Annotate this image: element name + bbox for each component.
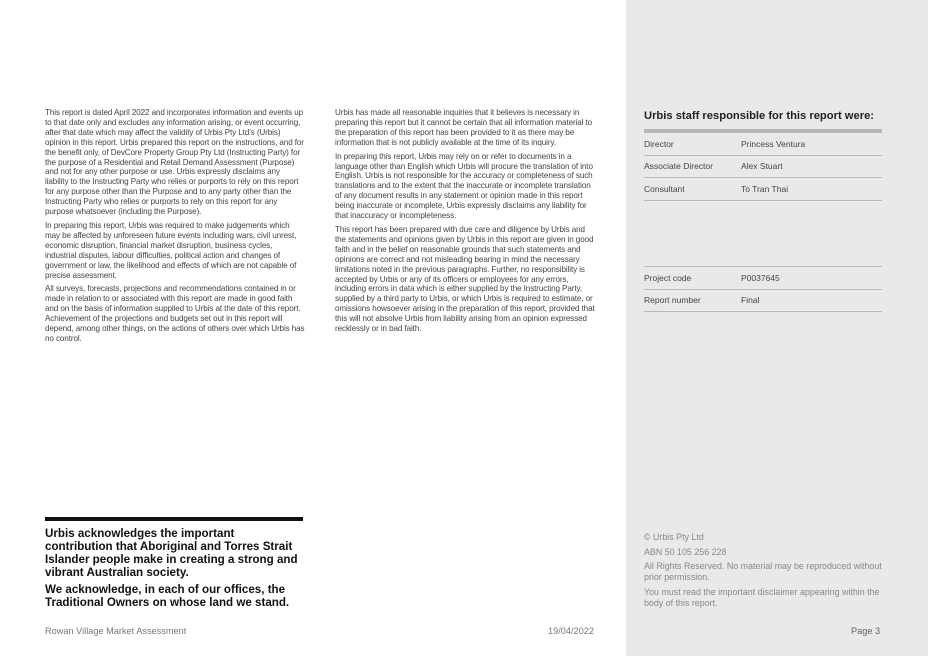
acknowledgement-rule <box>45 517 303 521</box>
disclaimer-paragraph: Urbis has made all reasonable inquiries that it believes is necessary in preparing this report but it cannot be certain that all information material to the preparation of this report has been provided to it as there may be information that is not publicly available at the time of its inquiry. <box>335 108 593 147</box>
footer-page-number: Page 3 <box>851 626 881 636</box>
staff-heading: Urbis staff responsible for this report were: <box>644 110 875 122</box>
footer-report-title: Rowan Village Market Assessment <box>45 626 187 636</box>
acknowledgement-line: We acknowledge, in each of our offices, the Traditional Owners on whose land we stand. <box>45 583 290 609</box>
staff-row <box>644 178 882 201</box>
project-value: P0037645 <box>741 272 780 283</box>
project-row <box>644 290 882 313</box>
staff-name: Alex Stuart <box>741 161 783 172</box>
project-label: Project code <box>644 272 692 283</box>
disclaimer-paragraph: In preparing this report, Urbis was required to make judgements which may be affected by unforeseen future events including wars, civil unrest, economic disruption, financial market disruption, business cycles, industrial disputes, labour difficulties, political action and changes of government or law, the likelihood and effects of which are not capable of precise assessment. <box>45 220 297 280</box>
legal-notice <box>644 532 884 612</box>
staff-role: Director <box>644 138 674 149</box>
staff-name: To Tran Thai <box>741 183 789 194</box>
acknowledgement-text <box>45 527 303 609</box>
project-label: Report number <box>644 295 701 306</box>
staff-role: Consultant <box>644 183 685 194</box>
disclaimer-paragraph: In preparing this report, Urbis may rely on or refer to documents in a language other than English which Urbis will procure the translation of into English. Urbis is not responsible for the accuracy or completeness of such translations and to the extent that the inaccurate or incomplete translation of any document results in any statement or opinion made in this report being inaccurate or incomplete, Urbis expressly disclaims any liability for that inaccuracy or incompleteness. <box>335 151 593 221</box>
staff-role: Associate Director <box>644 161 713 172</box>
staff-row <box>644 156 882 179</box>
footer-date: 19/04/2022 <box>548 626 594 636</box>
project-table <box>644 266 882 312</box>
disclaimer-paragraph: All surveys, forecasts, projections and recommendations contained in or made in relation to or associated with this report are made in good faith and on the basis of information supplied to Urbis at the date of this report. Achievement of the projections and budgets set out in this report will depend, among other things, on the actions of others over which Urbis has no control. <box>45 284 305 343</box>
disclaimer-paragraph: This report has been prepared with due care and diligence by Urbis and the statements and opinions given by Urbis in this report are given in good faith and in the belief on reasonable grounds that such statements and opinions are correct and not misleading bearing in mind the necessary limitations noted in the previous paragraphs. Further, no responsibility is accepted by Urbis or any of its officers or employees for any errors, including errors in data which is either supplied by the Instructing Party, supplied by a third party to Urbis, or which Urbis is required to estimate, or omissions howsoever arising in the preparation of this report, provided that this will not absolve Urbis from liability arising from an opinion expressed recklessly or in bad faith. <box>335 224 595 334</box>
disclaimer-notice-text: You must read the important disclaimer appearing within the body of this report. <box>644 586 880 608</box>
disclaimer-column-middle <box>335 108 595 338</box>
acknowledgement-line: Urbis acknowledges the important contribution that Aboriginal and Torres Strait Islander people make in creating a strong and vibrant Australian society. <box>45 527 298 579</box>
project-value: Final <box>741 295 760 306</box>
copyright-text: © Urbis Pty Ltd <box>644 532 704 542</box>
disclaimer-paragraph: This report is dated April 2022 and incorporates information and events up to that date only and excludes any information arising, or event occurring, after that date which may affect the validity of Urbis Pty Ltd’s (Urbis) opinion in this report. Urbis prepared this report on the instructions, and for the benefit only, of DevCore Property Group Pty Ltd (Instructing Party) for the purpose of a Residential and Retail Demand Assessment (Purpose) and not for any other purpose or use. Urbis expressly disclaims any liability to the Instructing Party who relies or purports to rely on this report for any purpose other than the Purpose and to any party other than the Instructing Party who relies or purports to rely on this report for any purpose whatsoever (including the Purpose). <box>45 108 304 217</box>
acknowledgement-block <box>45 517 303 613</box>
disclaimer-column-left <box>45 108 305 348</box>
abn-text: ABN 50 105 256 228 <box>644 546 727 557</box>
staff-name: Princess Ventura <box>741 138 806 149</box>
project-row <box>644 267 882 290</box>
staff-table <box>644 133 882 201</box>
rights-text: All Rights Reserved. No material may be reproduced without prior permission. <box>644 561 882 582</box>
staff-row <box>644 133 882 156</box>
